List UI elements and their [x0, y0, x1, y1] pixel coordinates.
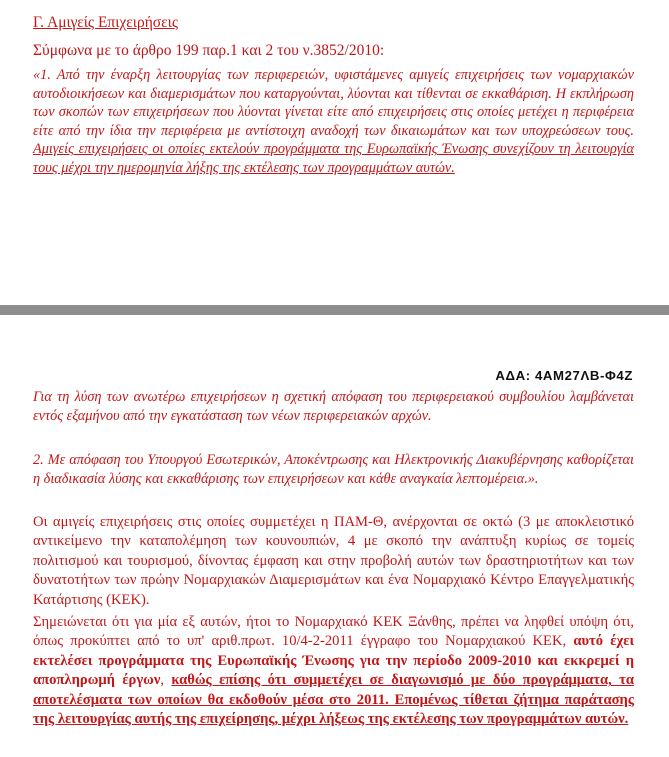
quote-paragraph-1: [33, 66, 634, 178]
body-paragraph-2: [33, 613, 634, 729]
document-page-top: [0, 0, 669, 305]
body-p2-bold-1: αυτό έχει εκτελέσει προγράμματα της Ευρωπαϊκής Ένωσης για την περίοδο 2009-2010 και εκκρεμεί η αποπληρωμή έργων: [33, 633, 634, 689]
section-heading: Γ. Αμιγείς Επιχειρήσεις: [33, 14, 178, 31]
page-separator: [0, 305, 669, 315]
body-p2-bold-underlined: καθώς επίσης ότι συμμετέχει σε διαγωνισμό με δύο προγράμματα, τα αποτελέσματα των οποίων θα εκδοθούν μέσα στο 2011. Επομένως τίθεται ζήτημα παράτασης της λειτουργίας αυτής της επιχείρησης, μέχρι λήξεως της εκτέλεσης των προγραμμάτων αυτών.: [33, 672, 635, 728]
quote-p1-text: «1. Από την έναρξη λειτουργίας των περιφερειών, υφιστάμενες αμιγείς επιχειρήσεις των νομαρχιακών αυτοδιοικήσεων και διαμερισμάτων που καταργούνται, λύονται και τίθενται σε εκκαθάριση. Η εκπλήρωση των σκοπών των επιχειρήσεων που λύονται γίνεται είτε από επιχειρήσεις στις οποίες μετέχει η περιφέρεια είτε από την ίδια την περιφέρεια με αντίστοιχη αναδοχή των δικαιωμάτων και των υποχρεώσεων τους.: [33, 67, 634, 139]
quote-p1-underlined: Αμιγείς επιχειρήσεις οι οποίες εκτελούν προγράμματα της Ευρωπαϊκής Ένωσης συνεχίζουν τη λειτουργία τους μέχρι την ημερομηνία λήξης της εκτέλεσης των προγραμμάτων αυτών.: [33, 141, 634, 176]
quote-paragraph-1-continued: Για τη λύση των ανωτέρω επιχειρήσεων η σχετική απόφαση του περιφερειακού συμβουλίου λαμβάνεται εντός εξαμήνου από την εγκατάσταση των νέων περιφερειακών αρχών.: [33, 389, 634, 424]
body-p2-separator: ,: [160, 672, 172, 689]
body-p2-text: Σημειώνεται ότι για μία εξ αυτών, ήτοι το Νομαρχιακό ΚΕΚ Ξάνθης, πρέπει να ληφθεί υπόψη ότι, όπως προκύπτει από το υπ' αριθ.πρωτ. 10/4-2-2011 έγγραφο του Νομαρχιακού ΚΕΚ,: [33, 614, 634, 650]
ada-code: ΑΔΑ: 4ΑΜ27ΛΒ-Φ4Ζ: [495, 368, 633, 383]
body-paragraph-1: Οι αμιγείς επιχειρήσεις στις οποίες συμμετέχει η ΠΑΜ-Θ, ανέρχονται σε οκτώ (3 με αποκλειστικό αντικείμενο την καταπολέμηση των κουνουπιών, 4 με σκοπό την ανάπτυξη κυρίως σε τομείς πολιτισμού και τουρισμού, δίνοντας έμφαση και στην προβολή αυτών των δραστηριοτήτων και των δυνατοτήτων των πρώην Νομαρχιακών Διαμερισμάτων και ένα Νομαρχιακό Κέντρο Επαγγελματικής Κατάρτισης (ΚΕΚ).: [33, 514, 634, 608]
quote-paragraph-2: 2. Με απόφαση του Υπουργού Εσωτερικών, Αποκέντρωσης και Ηλεκτρονικής Διακυβέρνησης καθορίζεται η διαδικασία λύσης και εκκαθάρισης των επιχειρήσεων και κάθε αναγκαία λεπτομέρεια.».: [33, 452, 634, 487]
lead-line: Σύμφωνα με το άρθρο 199 παρ.1 και 2 του ν.3852/2010:: [33, 42, 385, 59]
